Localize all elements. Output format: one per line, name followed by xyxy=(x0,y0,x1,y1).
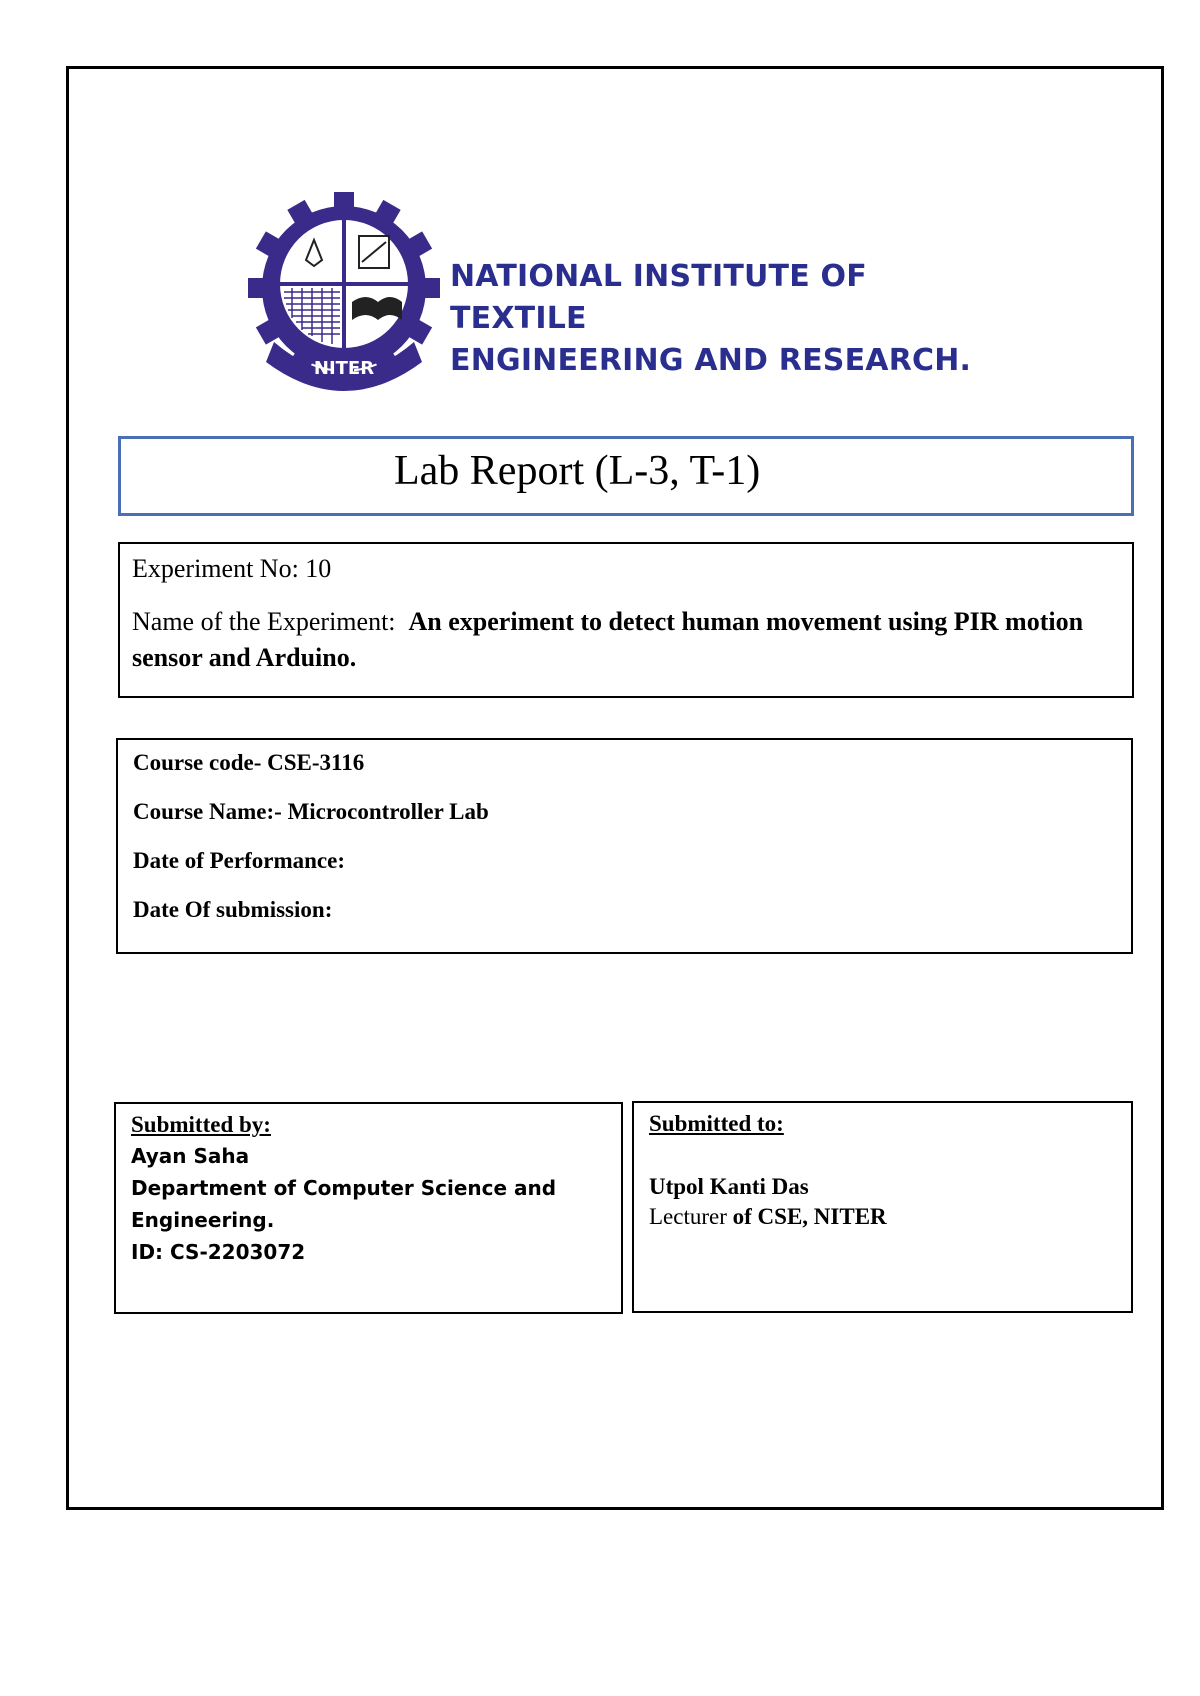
submitter-department-line1: Department of Computer Science and xyxy=(131,1176,557,1200)
experiment-number: Experiment No: 10 xyxy=(132,554,332,583)
experiment-name-value: An experiment to detect human movement using PIR motion sensor and Arduino. xyxy=(132,607,1084,672)
experiment-name-label: Name of the Experiment: xyxy=(132,607,396,636)
institute-name-line1: NATIONAL INSTITUTE OF TEXTILE xyxy=(450,259,867,336)
niter-logo xyxy=(244,192,444,392)
submitter-name: Ayan Saha xyxy=(131,1144,250,1168)
submitter-id: ID: CS-2203072 xyxy=(131,1240,306,1264)
supervisor-title xyxy=(649,1202,887,1232)
submitter-department-line2: Engineering. xyxy=(131,1208,275,1232)
experiment-name xyxy=(132,604,1117,676)
supervisor-title-prefix: Lecturer xyxy=(649,1204,727,1229)
date-of-performance: Date of Performance: xyxy=(133,848,345,873)
supervisor-name: Utpol Kanti Das xyxy=(649,1174,809,1199)
institute-name xyxy=(450,256,1010,382)
logo-text: NITER xyxy=(313,358,375,379)
submitted-to-heading: Submitted to: xyxy=(649,1111,784,1136)
institute-name-line2: ENGINEERING AND RESEARCH. xyxy=(450,343,972,378)
course-name: Course Name:- Microcontroller Lab xyxy=(133,799,489,824)
date-of-submission: Date Of submission: xyxy=(133,897,333,922)
submitted-by-heading: Submitted by: xyxy=(131,1112,271,1137)
supervisor-title-suffix: of CSE, NITER xyxy=(726,1204,887,1229)
course-code: Course code- CSE-3116 xyxy=(133,750,365,775)
report-title: Lab Report (L-3, T-1) xyxy=(394,448,761,494)
